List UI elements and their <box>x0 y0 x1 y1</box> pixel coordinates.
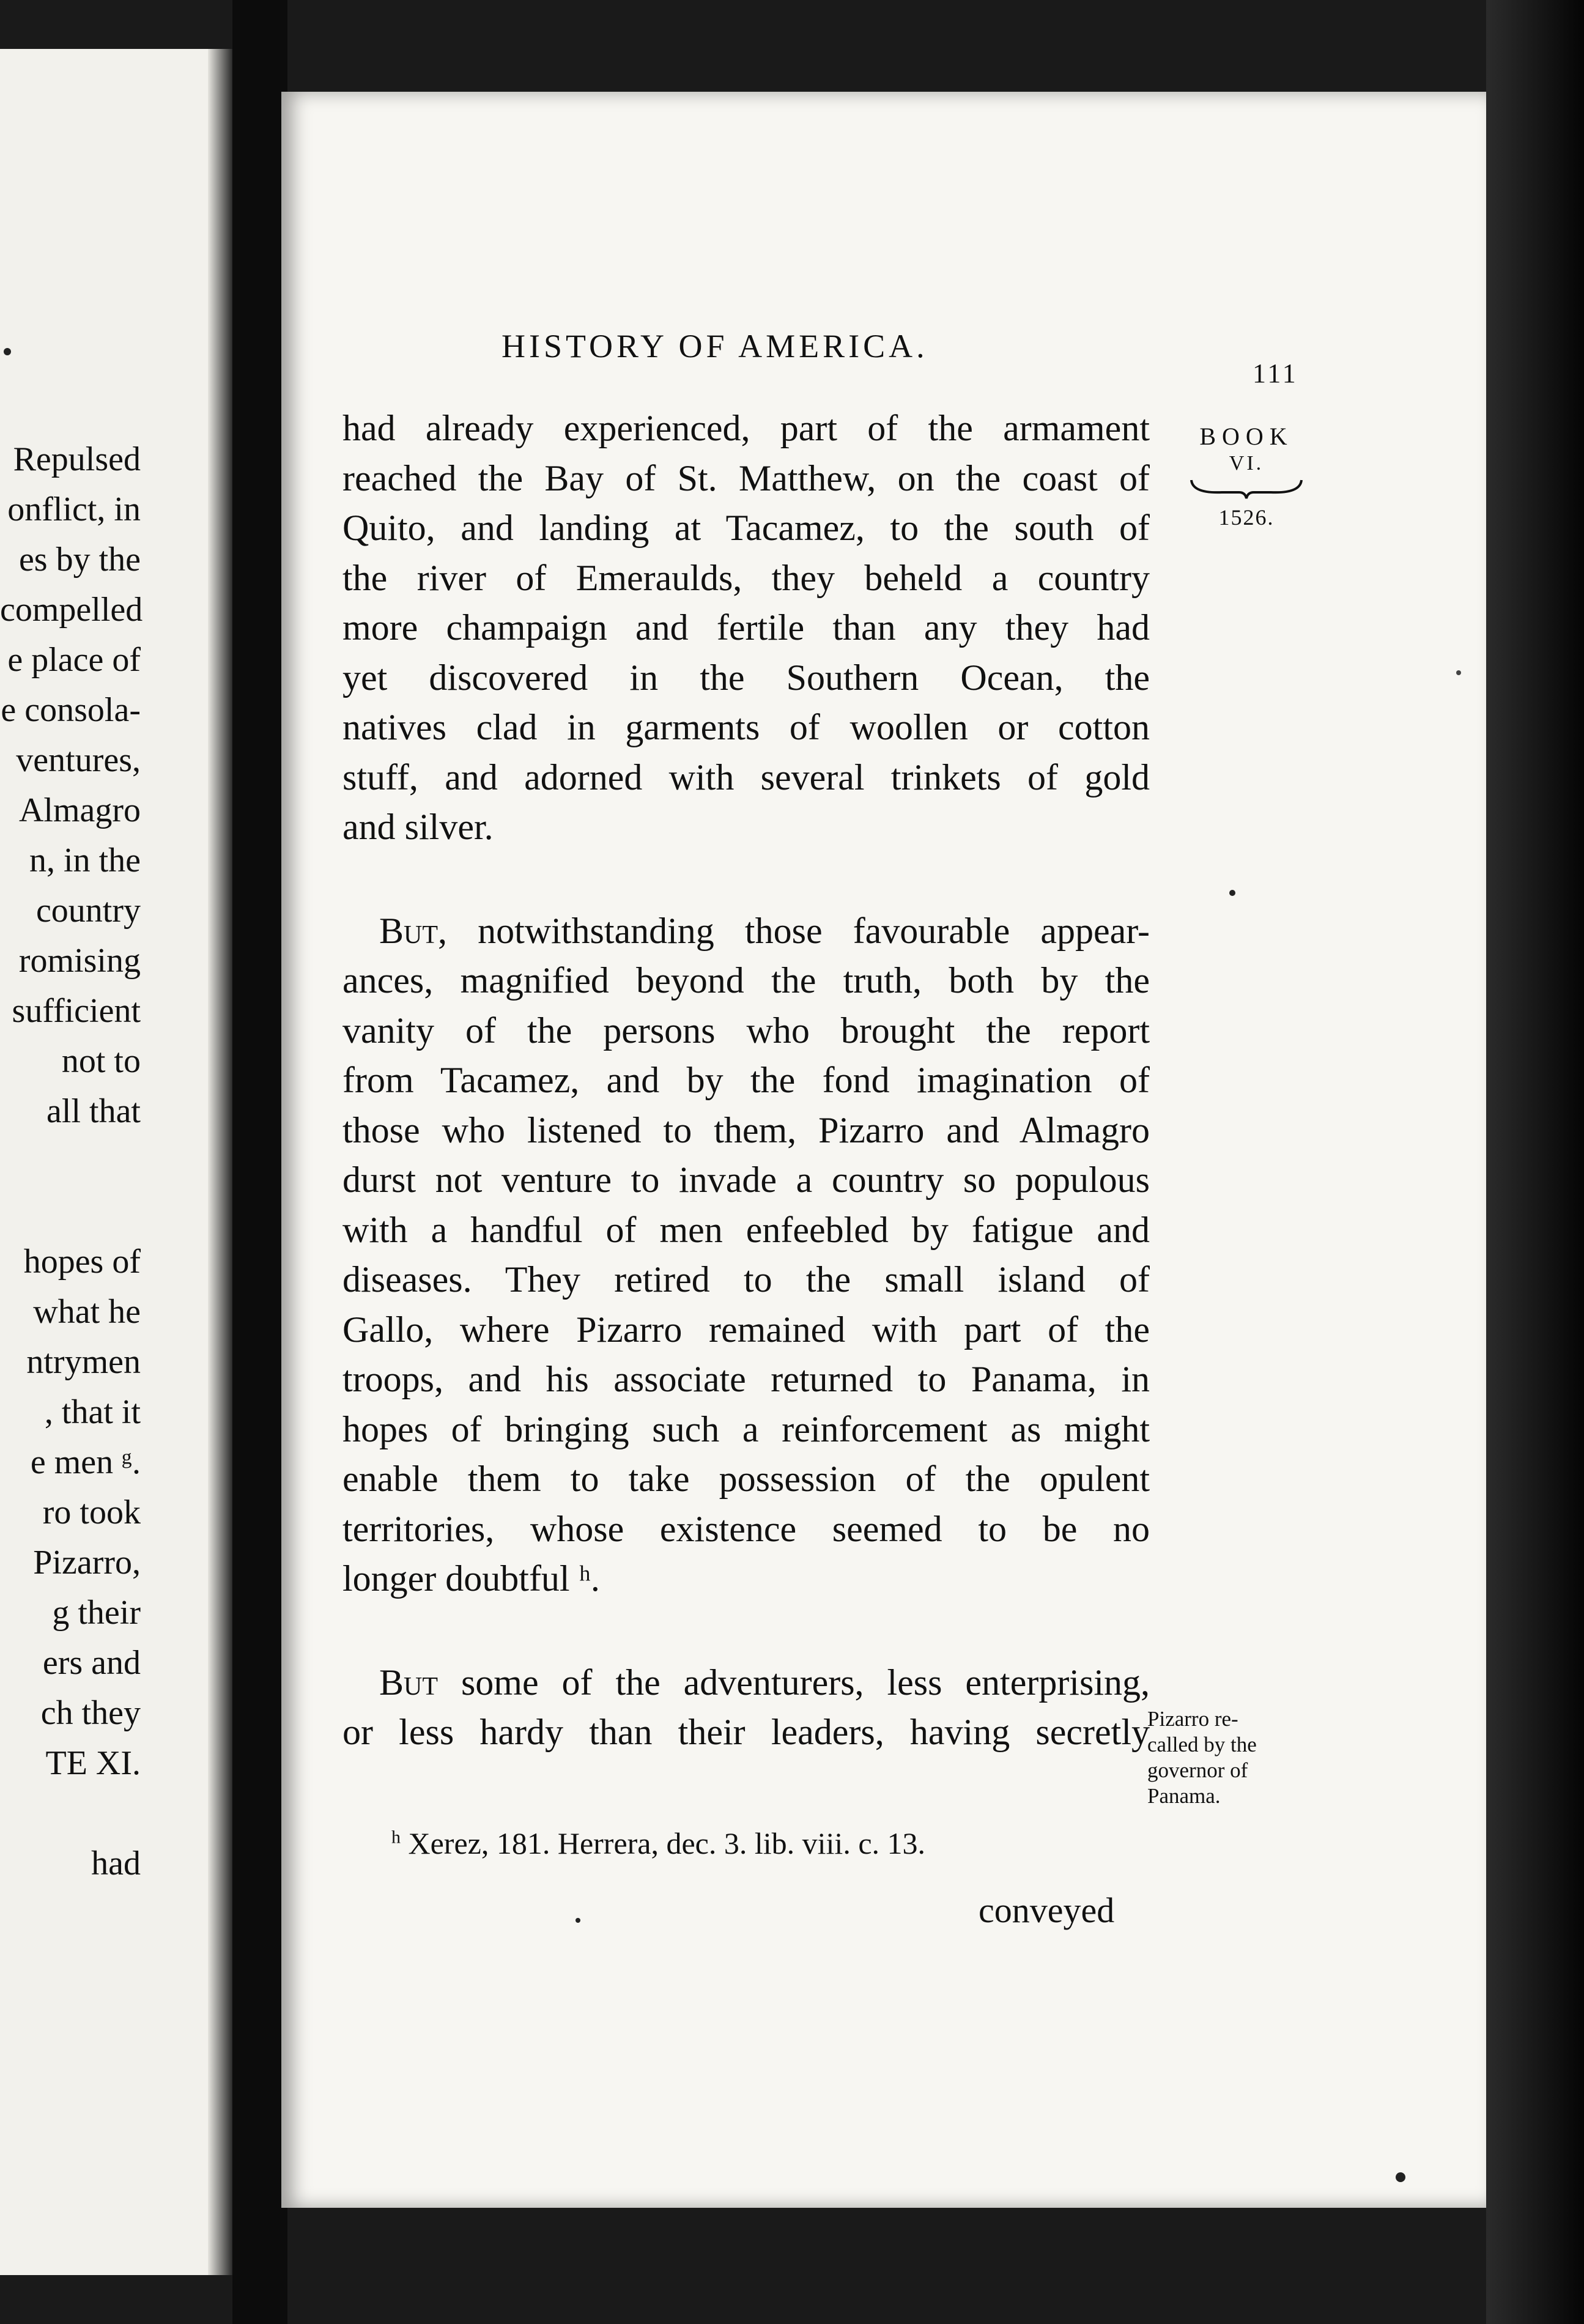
previous-page-line: e place of <box>7 641 141 679</box>
text-line: from Tacamez, and by the fond imagination of <box>342 1060 1150 1100</box>
previous-page-line: country <box>35 892 141 930</box>
text-line: Quito, and landing at Tacamez, to the south of <box>342 508 1150 548</box>
text-line: diseases. They retired to the small island of <box>342 1259 1150 1300</box>
marginal-note-line: governor of <box>1147 1758 1248 1782</box>
previous-page <box>0 49 232 2275</box>
previous-page-line: Repulsed <box>13 440 141 478</box>
previous-page-line: ntrymen <box>26 1343 141 1381</box>
marginal-note-line: Pizarro re- <box>1147 1707 1238 1731</box>
text-line: the river of Emeraulds, they beheld a country <box>342 557 1150 598</box>
book-gutter <box>232 0 287 2324</box>
text-line-content: , notwithstanding those favourable appear- <box>438 910 1150 951</box>
text-line: longer doubtful ʰ. <box>342 1558 600 1599</box>
page-edge-shadow <box>208 49 232 2275</box>
text-line: troops, and his associate returned to Panama, in <box>342 1359 1150 1399</box>
previous-page-line: onflict, in <box>7 490 141 528</box>
footnote <box>391 1826 1150 1861</box>
footnote-text: Xerez, 181. Herrera, dec. 3. lib. viii. c. 13. <box>401 1826 926 1860</box>
previous-page-line: sufficient <box>12 992 141 1030</box>
previous-page-line: TE XI. <box>45 1744 141 1782</box>
previous-page-line: , that it <box>44 1393 141 1431</box>
previous-page-line: es by the <box>18 541 141 579</box>
text-line: yet discovered in the Southern Ocean, the <box>342 657 1150 698</box>
previous-page-line: romising <box>18 942 141 980</box>
previous-page-line: Almagro <box>18 791 141 829</box>
previous-page-line: g their <box>52 1594 141 1632</box>
text-line: and silver. <box>342 807 494 847</box>
previous-page-line <box>0 1136 147 1186</box>
text-line: reached the Bay of St. Matthew, on the coast of <box>342 457 1150 498</box>
previous-page-line: e consola- <box>1 691 141 729</box>
text-line: vanity of the persons who brought the report <box>342 1010 1150 1051</box>
previous-page-line: not to <box>61 1042 141 1080</box>
previous-page-line: n, in the <box>29 842 141 879</box>
curly-brace-icon <box>1185 475 1308 500</box>
book-number: VI. <box>1229 452 1264 475</box>
previous-page-line: ro took <box>42 1493 141 1531</box>
paragraph-lead-word: But <box>379 1662 439 1703</box>
text-line: or less hardy than their leaders, having secretly <box>342 1712 1150 1752</box>
marginal-note-line: Panama. <box>1147 1784 1221 1808</box>
marginal-note <box>1147 1706 1300 1809</box>
margin-year: 1526. <box>1218 505 1275 530</box>
previous-page-text <box>0 434 147 1889</box>
book-label: BOOK <box>1199 423 1293 450</box>
previous-page-line: hopes of <box>23 1243 141 1281</box>
body-text <box>342 404 1150 1758</box>
previous-page-line: all that <box>46 1092 141 1130</box>
previous-page-line <box>0 1788 147 1838</box>
previous-page-line <box>0 1186 147 1237</box>
text-line: durst not venture to invade a country so populous <box>342 1160 1150 1200</box>
running-head: HISTORY OF AMERICA. <box>501 328 928 365</box>
previous-page-line: compelled <box>0 591 143 629</box>
text-line: natives clad in garments of woollen or cotton <box>342 707 1150 747</box>
text-line: territories, whose existence seemed to be no <box>342 1508 1150 1549</box>
previous-page-line: Pizarro, <box>33 1544 141 1582</box>
text-line: Gallo, where Pizarro remained with part of the <box>342 1309 1150 1350</box>
previous-page-line: had <box>91 1845 141 1882</box>
previous-page-line: e men ᵍ. <box>30 1443 141 1481</box>
text-line <box>342 906 1150 957</box>
previous-page-line: what he <box>33 1293 141 1331</box>
text-line: hopes of bringing such a reinforcement as might <box>342 1408 1150 1449</box>
paragraph-lead-word: But <box>379 910 439 951</box>
previous-page-line: ers and <box>42 1644 141 1682</box>
text-line: with a handful of men enfeebled by fatigue and <box>342 1209 1150 1250</box>
footnote-marker: h <box>391 1827 401 1848</box>
text-line: enable them to take possession of the opulent <box>342 1459 1150 1499</box>
text-line: stuff, and adorned with several trinkets of gold <box>342 757 1150 797</box>
text-line: ances, magnified beyond the truth, both by the <box>342 960 1150 1001</box>
text-line: those who listened to them, Pizarro and Almagro <box>342 1109 1150 1150</box>
marginal-note-line: called by the <box>1147 1733 1257 1756</box>
text-line <box>342 1658 1150 1708</box>
page-number: 111 <box>1253 358 1298 388</box>
catchword: conveyed <box>979 1890 1115 1930</box>
previous-page-line: ventures, <box>16 741 141 779</box>
text-line: more champaign and fertile than any they had <box>342 607 1150 648</box>
book-right-edge <box>1486 0 1584 2324</box>
text-line-content: some of the adventurers, less enterprising, <box>438 1662 1150 1703</box>
text-line: had already experienced, part of the armament <box>342 408 1150 448</box>
previous-page-line: ch they <box>40 1694 141 1732</box>
margin-book-label <box>1185 422 1308 530</box>
